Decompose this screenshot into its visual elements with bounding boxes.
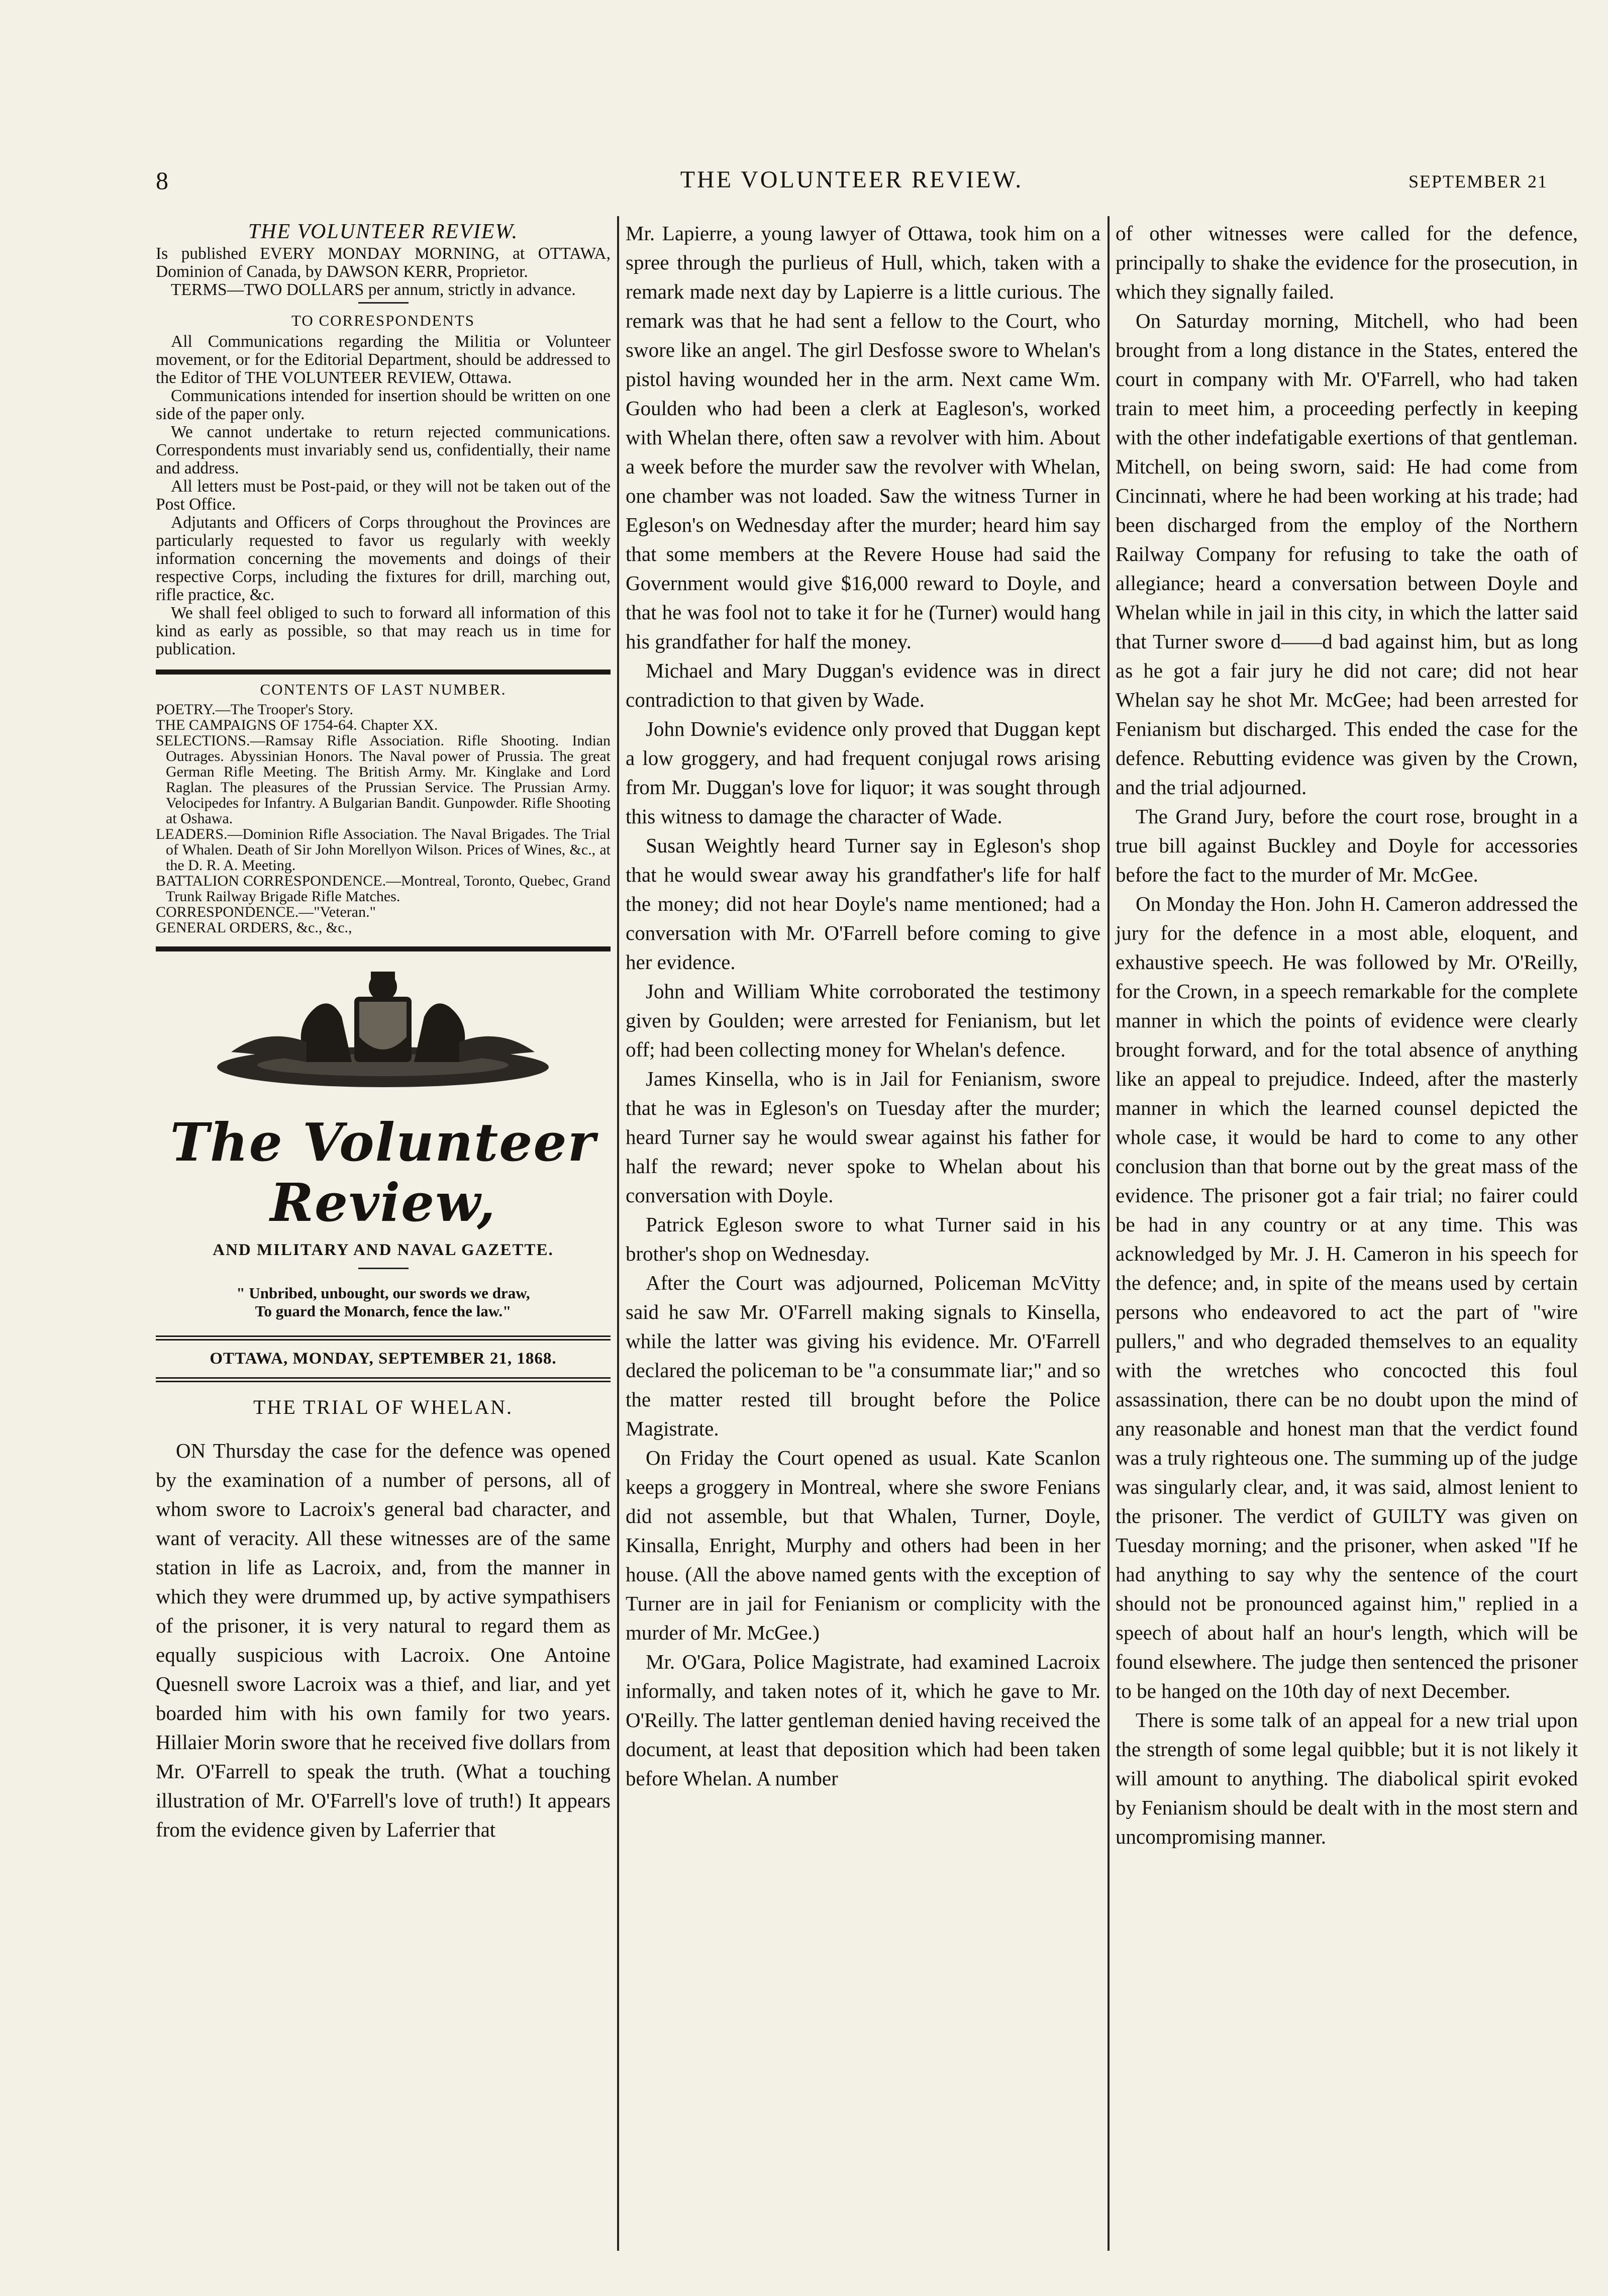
heavy-rule bbox=[156, 946, 611, 951]
page-number: 8 bbox=[156, 166, 168, 195]
contents-item: THE CAMPAIGNS OF 1754-64. Chapter XX. bbox=[156, 717, 438, 733]
article-paragraph: Mr. O'Gara, Police Magistrate, had examined Lacroix informally, and taken notes of it, which he gave to Mr. O'Reilly. The latter gentleman denied having received the document, at least that deposition which had been taken before Whelan. A number bbox=[626, 1650, 1100, 1790]
article-paragraph: James Kinsella, who is in Jail for Fenianism, swore that he was in Egleson's on Tuesday after the murder; heard Turner say he would swear against his father for half the reward; never spoke to Whelan about his conversation with Doyle. bbox=[626, 1067, 1100, 1207]
contents-item: GENERAL ORDERS, &c., &c., bbox=[156, 919, 352, 936]
correspondents-paragraph: Adjutants and Officers of Corps throughout the Provinces are particularly requested to favor us regularly with weekly information concerning the movements and doings of their respective Corps, including the fixtures for drill, marching out, rifle practice, &c. bbox=[156, 513, 611, 604]
correspondents-paragraph: All Communications regarding the Militia or Volunteer movement, or for the Editorial Department, should be addressed to the Editor of THE VOLUNTEER REVIEW, Ottawa. bbox=[156, 332, 611, 387]
header-month: SEPTEMBER bbox=[1408, 171, 1522, 192]
coat-of-arms-icon bbox=[156, 967, 611, 1102]
header-date bbox=[1409, 171, 1548, 192]
motto-line: " Unbribed, unbought, our swords we draw, bbox=[236, 1284, 530, 1302]
article-paragraph: John and William White corroborated the testimony given by Goulden; were arrested for Fenianism, but let off; had been collecting money for Whelan's defence. bbox=[626, 980, 1100, 1061]
masthead-title: THE VOLUNTEER REVIEW. bbox=[248, 220, 519, 243]
column-rule bbox=[617, 216, 619, 2251]
contents-item: SELECTIONS.—Ramsay Rifle Association. Rifle Shooting. Indian Outrages. Abyssinian Honors. The Naval power of Prussia. The great German Rifle Meeting. The British Army. Mr. Kinglake and Lord Raglan. The pleasures of the Prussian Service. The Prussian Army. Velocipedes for Infantry. A Bulgarian Bandit. Gunpowder. Rifle Shooting at Oshawa. bbox=[156, 732, 611, 827]
column-1 bbox=[156, 219, 611, 2251]
article-body-col1 bbox=[156, 1436, 611, 1844]
article-paragraph: There is some talk of an appeal for a new trial upon the strength of some legal quibble; but it is not likely it will amount to anything. The diabolical spirit evoked by Fenianism should be dealt with in the most stern and uncompromising manner. bbox=[1116, 1708, 1578, 1848]
royal-crest-illustration bbox=[156, 967, 611, 1102]
motto-line: To guard the Monarch, fence the law." bbox=[255, 1302, 512, 1320]
correspondents-paragraph: All letters must be Post-paid, or they will not be taken out of the Post Office. bbox=[156, 477, 611, 514]
article-paragraph: ON Thursday the case for the defence was opened by the examination of a number of persons, all of whom swore to Lacroix's general bad character, and want of veracity. All these witnesses are of the same station in life as Lacroix, and, from the manner in which they were drummed up, by active sympathisers of the prisoner, it is very natural to regard them as equally suspicious with Lacroix. One Antoine Quesnell swore Lacroix was a thief, and liar, and yet boarded him with his own family for two years. Hillaier Morin swore that he received five dollars from Mr. O'Farrell to speak the truth. (What a touching illustration of Mr. O'Farrell's love of truth!) It appears from the evidence given by Laferrier that bbox=[156, 1439, 611, 1841]
article-paragraph: Mr. Lapierre, a young lawyer of Ottawa, took him on a spree through the purlieus of Hull, which, taken with a remark made next day by Lapierre is a little curious. The remark was that he had sent a fellow to the Court, who swore like an angel. The girl Desfosse swore to Whelan's pistol having wounded her in the arm. Next came Wm. Goulden who had been a clerk at Eagleson's, worked with Whelan there, often saw a revolver with him. About a week before the murder saw the revolver with Whelan, one chamber was not loaded. Saw the witness Turner in Egleson's on Wednesday after the murder; heard him say that some members at the Revere House had said the Government would give $16,000 reward to Doyle, and that he was fool not to take it for he (Turner) would hang his grandfather for half the money. bbox=[626, 222, 1100, 653]
contents-item: POETRY.—The Trooper's Story. bbox=[156, 701, 353, 718]
article-paragraph: After the Court was adjourned, Policeman McVitty said he saw Mr. O'Farrell making signals to Kinsella, while the latter was giving his evidence. Mr. O'Farrell declared the policeman to be "a consummate liar;" and so the matter rested till brought before the Police Magistrate. bbox=[626, 1271, 1100, 1440]
divider bbox=[358, 1268, 409, 1269]
article-paragraph: On Monday the Hon. John H. Cameron addressed the jury for the defence in a most able, eloquent, and exhaustive speech. He was followed by Mr. O'Reilly, for the Crown, in a speech remarkable for the complete manner in which the points of evidence were clearly brought forward, and for the total absence of anything like an appeal to prejudice. Indeed, after the masterly manner in which the learned counsel depicted the whole case, it would be hard to come to any other conclusion than that borne out by the great mass of the evidence. The prisoner got a fair trial; no fairer could be had in any country or at any time. This was acknowledged by Mr. J. H. Cameron in his speech for the defence; and, in spite of the means used by certain persons who endeavored to act the part of "wire pullers," and who degraded themselves to an equality with the wretches who concocted this foul assassination, there can be no doubt upon the mind of any reasonable and honest man that the verdict found was a truly righteous one. The summing up of the judge was singularly clear, and, it was said, almost lenient to the prisoner. The verdict of GUILTY was given on Tuesday morning; and the prisoner, when asked "If he had anything to say why the sentence of the court should not be pronounced against him," replied in a speech of about half an hour's length, which will be found elsewhere. The judge then sentenced the prisoner to be hanged on the 10th day of next December. bbox=[1116, 892, 1578, 1702]
article-paragraph: Patrick Egleson swore to what Turner said in his brother's shop on Wednesday. bbox=[626, 1213, 1100, 1265]
correspondents-paragraph: We cannot undertake to return rejected communications. Correspondents must invariably send us, confidentially, their name and address. bbox=[156, 423, 611, 477]
article-title: THE TRIAL OF WHELAN. bbox=[253, 1396, 513, 1418]
article-paragraph: On Friday the Court opened as usual. Kate Scanlon keeps a groggery in Montreal, where she swore Fenians did not assemble, but that Whalen, Turner, Doyle, Kinsalla, Enright, Murphy and others had been in her house. (All the above named gents with the exception of Turner are in jail for Fenianism or complicity with the murder of Mr. McGee.) bbox=[626, 1446, 1100, 1644]
masthead-terms: TERMS—TWO DOLLARS per annum, strictly in advance. bbox=[171, 280, 576, 299]
article-paragraph: The Grand Jury, before the court rose, brought in a true bill against Buckley and Doyle for accessories before the fact to the murder of Mr. McGee. bbox=[1116, 805, 1578, 886]
column-rule bbox=[1108, 216, 1110, 2251]
rule bbox=[156, 1335, 611, 1337]
contents-list bbox=[156, 702, 611, 935]
header-day: 21 bbox=[1528, 171, 1548, 192]
rule bbox=[156, 1339, 611, 1341]
correspondents-paragraph: Communications intended for insertion should be written on one side of the paper only. bbox=[156, 387, 611, 423]
article-paragraph: of other witnesses were called for the defence, principally to shake the evidence for the prosecution, in which they signally failed. bbox=[1116, 222, 1578, 303]
nameplate-title: The Volunteer Review, bbox=[170, 1111, 596, 1233]
correspondents-paragraph: We shall feel obliged to such to forward all information of this kind as early as possible, so that may reach us in time for publication. bbox=[156, 604, 611, 658]
article-paragraph: John Downie's evidence only proved that Duggan kept a low groggery, and had frequent conjugal rows arising from Mr. Duggan's love for liquor; it was sought through this witness to damage the character of Wade. bbox=[626, 717, 1100, 828]
contents-heading: CONTENTS OF LAST NUMBER. bbox=[260, 681, 507, 698]
masthead-publishing: Is published EVERY MONDAY MORNING, at OTTAWA, Dominion of Canada, by DAWSON KERR, Proprietor. bbox=[156, 244, 611, 281]
nameplate-motto bbox=[156, 1284, 611, 1320]
divider bbox=[358, 302, 409, 304]
contents-item: LEADERS.—Dominion Rifle Association. The Naval Brigades. The Trial of Whalen. Death of Sir John Morellyon Wilson. Prices of Wines, &c., at the D. R. A. Meeting. bbox=[156, 826, 611, 874]
article-paragraph: On Saturday morning, Mitchell, who had been brought from a long distance in the States, entered the court in company with Mr. O'Farrell, who had taken train to meet him, a proceeding perfectly in keeping with the other indefatigable exertions of that gentleman. Mitchell, on being sworn, said: He had come from Cincinnati, where he had been working at his trade; had been discharged from the employ of the Northern Railway Company for refusing to take the oath of allegiance; heard a conversation between Doyle and Whelan while in jail in this city, in which the latter said that Turner swore d——d bad against him, but as long as he got a fair jury he did not care; did not hear Whelan say he shot Mr. McGee; had been arrested for Fenianism but discharged. This ended the case for the defence. Rebutting evidence was given by the Crown, and the trial adjourned. bbox=[1116, 309, 1578, 799]
rule bbox=[156, 1381, 611, 1382]
page-header bbox=[156, 166, 1548, 206]
contents-item: CORRESPONDENCE.—"Veteran." bbox=[156, 904, 376, 920]
rule bbox=[156, 1377, 611, 1379]
column-3 bbox=[1116, 219, 1578, 2251]
article-paragraph: Susan Weightly heard Turner say in Egleson's shop that he would swear away his grandfather's life for half the money; did not hear Doyle's name mentioned; had a conversation with Mr. O'Farrell before coming to give her evidence. bbox=[626, 834, 1100, 974]
nameplate-subtitle: AND MILITARY AND NAVAL GAZETTE. bbox=[213, 1241, 554, 1259]
article-paragraph: Michael and Mary Duggan's evidence was in direct contradiction to that given by Wade. bbox=[626, 659, 1100, 711]
heavy-rule bbox=[156, 669, 611, 675]
running-title: THE VOLUNTEER REVIEW. bbox=[680, 166, 1024, 193]
dateline: OTTAWA, MONDAY, SEPTEMBER 21, 1868. bbox=[210, 1350, 557, 1368]
column-2 bbox=[626, 219, 1100, 2251]
contents-item: BATTALION CORRESPONDENCE.—Montreal, Toronto, Quebec, Grand Trunk Railway Brigade Rifle Matches. bbox=[156, 873, 611, 905]
correspondents-heading: TO CORRESPONDENTS bbox=[291, 312, 475, 329]
